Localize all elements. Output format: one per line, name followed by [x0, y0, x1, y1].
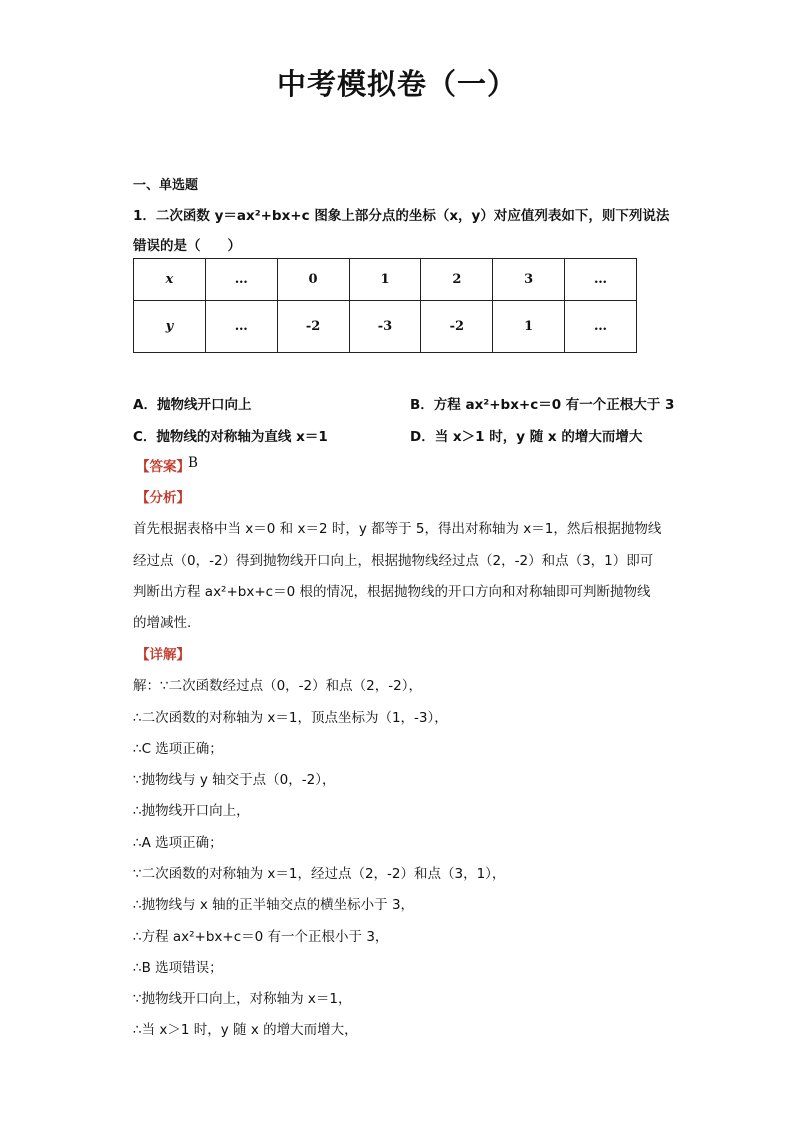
table-row-x: [134, 259, 637, 301]
detail-line: ∴当 x＞1 时，y 随 x 的增大而增大，: [133, 1022, 358, 1038]
table-cell: 0: [277, 259, 349, 301]
analysis-line: 经过点（0，-2）得到抛物线开口向上，根据抛物线经过点（2，-2）和点（3，1）即可: [133, 553, 654, 569]
detail-line: 解：∵二次函数经过点（0，-2）和点（2，-2），: [133, 678, 422, 694]
detail-line: ∴抛物线开口向上，: [133, 803, 250, 819]
question-text-line-2: 错误的是（ ）: [133, 238, 241, 254]
option-b: B．方程 ax²+bx+c＝0 有一个正根大于 3: [410, 397, 675, 413]
detail-line: ∴方程 ax²+bx+c＝0 有一个正根小于 3，: [133, 929, 389, 945]
table-cell: …: [205, 301, 277, 353]
answer-label: 【答案】: [136, 459, 190, 475]
table-cell: y: [134, 301, 206, 353]
table-cell: -2: [277, 301, 349, 353]
table-cell: -3: [349, 301, 421, 353]
table-cell: x: [134, 259, 206, 301]
detail-label: 【详解】: [136, 647, 190, 663]
table-cell: 1: [349, 259, 421, 301]
table-cell: -2: [421, 301, 493, 353]
question-text-line-1: 1．二次函数 y＝ax²+bx+c 图象上部分点的坐标（x，y）对应值列表如下，则下列说法: [133, 208, 670, 224]
detail-line: ∵抛物线开口向上，对称轴为 x＝1，: [133, 991, 352, 1007]
detail-line: ∵抛物线与 y 轴交于点（0，-2），: [133, 772, 336, 788]
detail-line: ∴二次函数的对称轴为 x＝1，顶点坐标为（1，-3），: [133, 710, 448, 726]
option-c: C．抛物线的对称轴为直线 x＝1: [133, 429, 328, 445]
table-cell: 1: [493, 301, 565, 353]
table-cell: 2: [421, 259, 493, 301]
page-title: 中考模拟卷（一）: [276, 67, 517, 101]
table-cell: …: [565, 301, 637, 353]
analysis-label: 【分析】: [136, 490, 190, 506]
answer-value: B: [188, 455, 198, 471]
table-cell: 3: [493, 259, 565, 301]
section-heading: 一、单选题: [133, 178, 199, 193]
table-cell: …: [565, 259, 637, 301]
analysis-line: 的增减性．: [133, 615, 201, 631]
detail-line: ∴A 选项正确；: [133, 835, 223, 851]
analysis-line: 首先根据表格中当 x＝0 和 x＝2 时，y 都等于 5，得出对称轴为 x＝1，然后根据抛物线: [133, 521, 662, 537]
detail-line: ∴抛物线与 x 轴的正半轴交点的横坐标小于 3，: [133, 897, 415, 913]
table-cell: …: [205, 259, 277, 301]
table-row-y: [134, 301, 637, 353]
option-a: A．抛物线开口向上: [133, 397, 252, 413]
detail-line: ∴C 选项正确；: [133, 741, 223, 757]
option-d: D．当 x＞1 时，y 随 x 的增大而增大: [410, 429, 643, 445]
analysis-line: 判断出方程 ax²+bx+c＝0 根的情况，根据抛物线的开口方向和对称轴即可判断抛物线: [133, 584, 651, 600]
value-table: [133, 258, 637, 353]
detail-line: ∴B 选项错误；: [133, 960, 223, 976]
detail-line: ∵二次函数的对称轴为 x＝1，经过点（2，-2）和点（3，1），: [133, 866, 506, 882]
